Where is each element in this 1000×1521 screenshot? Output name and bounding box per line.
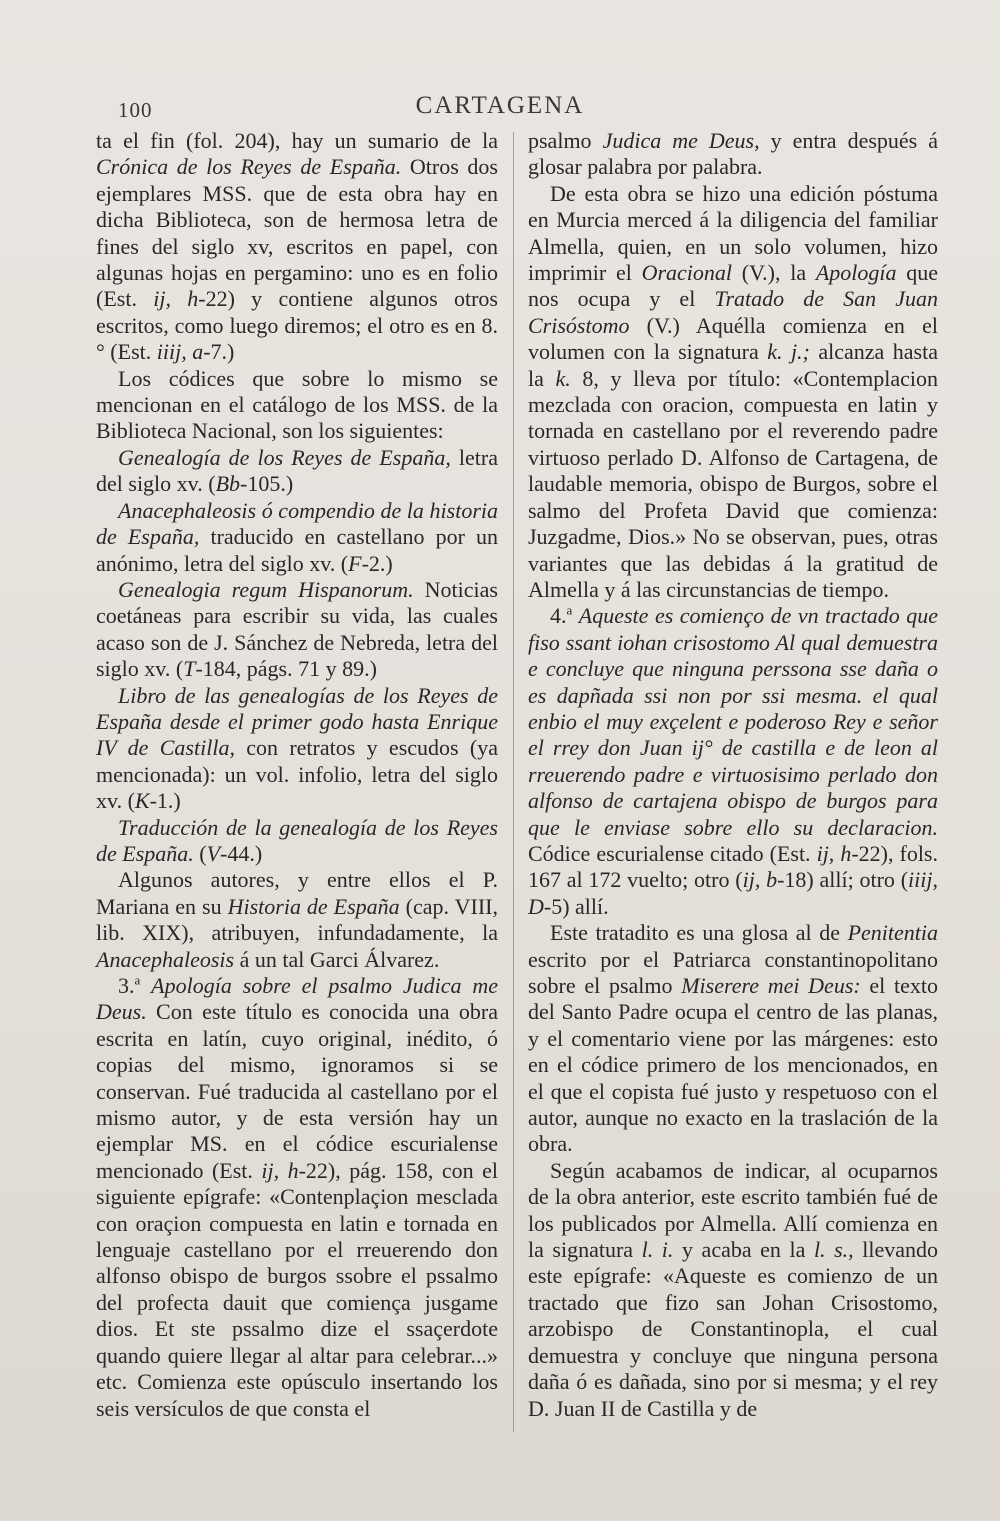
paragraph [96,445,498,498]
text-run: -105.) [240,471,294,497]
text-run: Los códices que sobre lo mismo se mencionan en el catálogo de los MSS. de la Biblioteca Nacional, son los siguientes: [96,365,498,444]
italic-text: Apología [815,260,897,286]
italic-text: V [206,840,221,866]
paragraph [96,867,498,973]
italic-text: T [183,656,196,682]
italic-text: F [348,550,362,576]
italic-text: Judica me Deus, [602,128,760,153]
text-run: 8, y lleva por título: «Contemplacion mezclada con oracion, compuesta en latin y tornada en castellano por el reverendo padre virtuoso perlado D. Alfonso de Cartagena, de laudable memoria, obispo de Burgos, sobre el salmo del Profeta David que comienza: Juzgadme, Dios.» No se observan, pues, otras variantes que las debidas á la gratitud de Almella y á las circunstancias de tiempo. [528,365,938,602]
paragraph [528,1158,938,1422]
italic-text: ij, h [816,840,852,866]
text-run: -18) allí; otro ( [777,867,909,893]
text-run: 4. [550,603,567,629]
italic-text: Historia de España [227,893,400,919]
text-run: Noticias coetáneas para escribir su vida, las cuales acaso son de J. Sánchez de Nebreda, letra del siglo xv. ( [96,576,498,682]
text-run: el texto del Santo Padre ocupa el centro de las planas, y el comentario viene por las márgenes: esto en el códice primero de los mencionados, en el que el copista fué justo y respetuoso con el autor, aunque no exacto en la traslación de la obra. [528,973,938,1157]
paragraph [528,181,938,604]
text-run: Según acabamos de indicar, al ocuparnos de la obra anterior, este escrito también fué de los publicados por Almella. Allí comienza en la signatura [528,1157,938,1263]
right-column [528,128,938,1422]
text-run: traducido en castellano por un anónimo, letra del siglo xv. ( [96,524,498,576]
paragraph [528,128,938,181]
italic-text: Anacephaleosis [96,946,235,972]
italic-text: ij, h [153,286,199,312]
text-run: -44.) [220,840,263,866]
text-run: alcanza hasta la [528,339,938,391]
italic-text: Miserere mei Deus: [681,973,861,998]
text-run: psalmo [528,128,603,153]
column-divider [513,132,514,1432]
italic-text: iiij, D [528,867,938,919]
text-run: 3. [118,973,135,998]
text-run: -2.) [361,550,393,576]
text-run: á un tal Garci Álvarez. [234,946,440,972]
text-run: y entra después á glosar palabra por palabra. [528,128,938,180]
text-run: Algunos autores, y entre ellos el P. Mariana en su [96,867,498,919]
text-run: que nos ocupa y el [528,260,939,312]
italic-text: Libro de las genealogías de los Reyes de España desde el primer godo hasta Enrique IV de Castilla, [96,682,498,761]
running-head: CARTAGENA [415,92,585,119]
italic-text: Crónica de los Reyes de España. [96,154,402,180]
text-run: -7.) [203,339,235,365]
italic-text: Genealogia regum Hispanorum. [118,576,414,602]
text-run: -22), fols. 167 al 172 vuelto; otro ( [528,840,938,893]
italic-text: Tratado de San Juan Crisóstomo [528,286,939,338]
paragraph [96,973,498,1422]
superscript-text: a [134,972,141,988]
page-number: 100 [118,98,153,122]
italic-text: ij, b [742,867,778,893]
text-run: llevando este epígrafe: «Aqueste es comienzo de un tractado que fizo san Johan Crisostomo, arzobispo de Constantinopla, el cual demuestra y concluye que ninguna persona daña ó es dañada, sino por si mesma; y el rey D. Juan II de Castilla y de [528,1237,938,1421]
italic-text: k. j.; [767,339,810,365]
italic-text: Penitentia [847,920,938,946]
text-run: y acaba en la [673,1237,814,1263]
italic-text: Aqueste es comienço de vn tractado que fiso ssant iohan crisostomo Al qual demuestra e concluye que ninguna perssona sse daña o es dapñada ssi non por ssi mesma. el qual enbio el muy exçelent e poderoso Rey e señor el rrey don Juan ij° de castilla e de leon al rreuerendo padre e virtuosisimo perlado don alfonso de cartajena obispo de burgos para que le enviase sobre ello su declaracion. [528,603,938,840]
italic-text: l. s., [813,1237,854,1263]
text-run: Este tratadito es una glosa al de [550,920,848,946]
text-run: (V.), la [732,260,816,286]
text-run: Otros dos ejemplares MSS. que de esta obra hay en dicha Biblioteca, son de hermosa letra de fines del siglo xv, escritos en papel, con algunas hojas en pergamino: uno es en folio (Est. [96,154,498,312]
text-run: ( [193,840,207,866]
paragraph [96,577,498,683]
text-run: escrito por el Patriarca constantinopolitano sobre el psalmo [528,946,938,998]
text-run: con retratos y escudos (ya mencionada): un vol. infolio, letra del siglo xv. ( [96,735,498,814]
paragraph [96,366,498,445]
text-run [140,973,151,998]
text-run: -184, págs. 71 y 89.) [195,656,377,682]
paragraph [528,603,938,920]
superscript-text: a [566,602,573,618]
italic-text: Genealogía de los Reyes de España, [118,444,451,470]
text-run: -1.) [149,788,181,814]
text-run: -22) y contiene algunos otros escritos, como luego diremos; el otro es en 8.° (Est. [96,286,498,365]
italic-text: k. [555,365,571,391]
text-run: Códice escurialense citado (Est. [528,840,817,866]
text-run: ta el fin (fol. 204), hay un sumario de la [96,128,498,153]
italic-text: iiij, a [156,339,204,365]
italic-text: l. i. [641,1237,674,1263]
text-run: (V.) Aquélla comienza en el volumen con la signatura [528,312,938,365]
left-column [96,128,498,1422]
paragraph [96,128,498,366]
text-run: -5) allí. [543,893,609,919]
italic-text: Anacephaleosis ó compendio de la historia de España, [96,497,498,550]
italic-text: Traducción de la genealogía de los Reyes de España. [96,814,498,866]
italic-text: Bb [215,471,241,497]
paragraph [96,498,498,577]
text-run: Con este título es conocida una obra escrita en latín, cuyo original, inédito, ó copias del mismo, ignoramos si se conservan. Fué traducida al castellano por el mismo autor, y de esta versión hay un ejemplar MS. en el códice escurialense mencionado (Est. [96,999,498,1183]
text-run: (cap. VIII, lib. XIX), atribuyen, infundadamente, la [96,893,498,946]
text-run: -22), pág. 158, con el siguiente epígrafe: «Contenplaçion mesclada con oraçion compuesta en latin e tornada en lenguaje castellano por el rreuerendo don alfonso obispo de burgos ssobre el pssalmo del profecta dauit que comiença jusgame dios. Et ste pssalmo dize el ssaçerdote quando quiere llegar al altar para celebrar...» etc. Comienza este opúsculo insertando los seis versículos de que consta el [96,1157,498,1421]
italic-text: K [134,788,150,814]
italic-text: Oracional [641,260,733,286]
text-run: letra del siglo xv. ( [96,444,498,497]
paragraph [96,815,498,868]
italic-text: ij, h [261,1157,299,1183]
text-run: De esta obra se hizo una edición póstuma en Murcia merced á la diligencia del familiar Almella, quien, en un solo volumen, hizo imprimir el [528,180,938,286]
paragraph [528,920,938,1158]
paragraph [96,683,498,815]
italic-text: Apología sobre el psalmo Judica me Deus. [96,973,498,1025]
